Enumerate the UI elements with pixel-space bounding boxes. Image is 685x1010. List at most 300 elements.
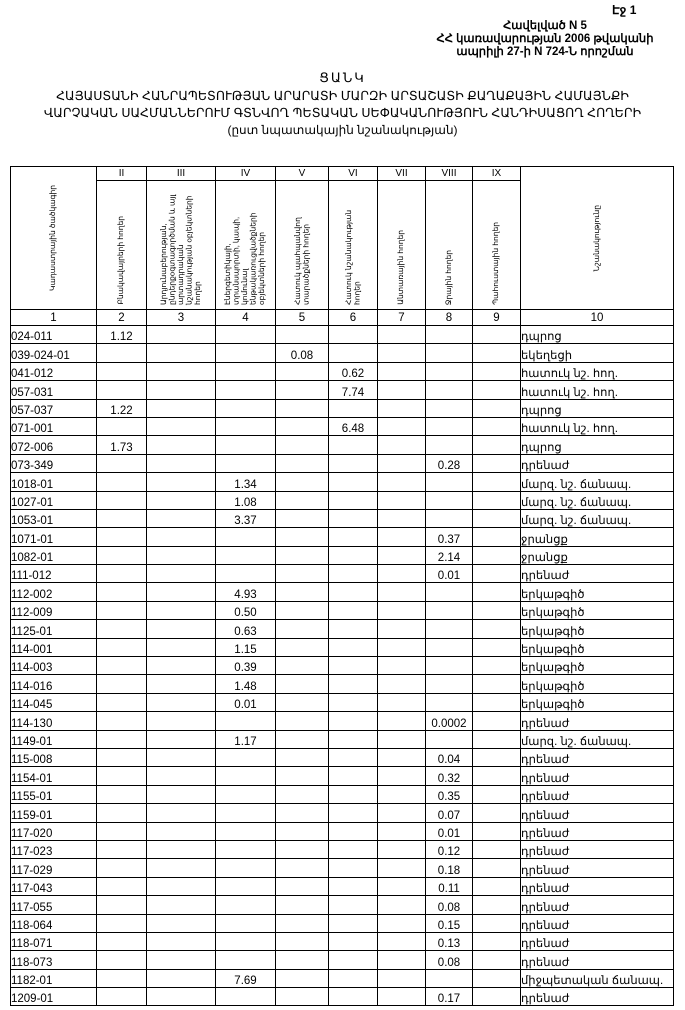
special-purpose-land-cell [329, 988, 378, 1006]
settlement-land-cell [97, 896, 147, 914]
annex-line-2: ՀՀ կառավարության 2006 թվականի [436, 33, 654, 45]
water-land-cell [426, 381, 473, 399]
industrial-land-cell [147, 748, 216, 766]
settlement-land-cell [97, 620, 147, 638]
industrial-land-cell [147, 932, 216, 950]
water-land-cell: 0.08 [426, 951, 473, 969]
infrastructure-land-cell: 0.63 [216, 620, 276, 638]
reserve-land-cell [473, 877, 521, 895]
industrial-land-cell [147, 877, 216, 895]
special-purpose-land-cell [329, 657, 378, 675]
protected-area-land-cell [276, 491, 329, 509]
water-land-cell: 0.07 [426, 804, 473, 822]
column-number: 1 [11, 310, 97, 326]
water-land-cell: 0.11 [426, 877, 473, 895]
cadastral-code-cell: 071-001 [11, 417, 97, 435]
reserve-land-cell [473, 620, 521, 638]
special-purpose-land-cell [329, 399, 378, 417]
settlement-land-cell [97, 344, 147, 362]
forest-land-cell [378, 509, 426, 527]
protected-area-land-cell [276, 932, 329, 950]
settlement-land-cell [97, 509, 147, 527]
table-row [11, 436, 674, 454]
column-number: 7 [378, 310, 426, 326]
reserve-land-cell [473, 326, 521, 344]
reserve-land-cell [473, 362, 521, 380]
purpose-cell: դրենաժ [521, 914, 674, 932]
infrastructure-land-cell [216, 565, 276, 583]
settlement-land-cell [97, 417, 147, 435]
settlement-land-cell [97, 748, 147, 766]
roman-cell: IX [473, 167, 521, 181]
purpose-cell: երկաթգիծ [521, 583, 674, 601]
special-purpose-land-cell [329, 804, 378, 822]
roman-cell: III [147, 167, 216, 181]
header-cell-6: Հատուկ նշանակության հողեր [329, 181, 378, 310]
settlement-land-cell [97, 362, 147, 380]
reserve-land-cell [473, 730, 521, 748]
reserve-land-cell [473, 454, 521, 472]
table-row [11, 693, 674, 711]
industrial-land-cell [147, 896, 216, 914]
special-purpose-land-cell [329, 840, 378, 858]
cadastral-code-cell: 118-071 [11, 932, 97, 950]
forest-land-cell [378, 638, 426, 656]
purpose-cell: հատուկ նշ. հող. [521, 417, 674, 435]
water-land-cell [426, 620, 473, 638]
settlement-land-cell [97, 914, 147, 932]
water-land-cell [426, 473, 473, 491]
cadastral-code-cell: 112-002 [11, 583, 97, 601]
water-land-cell: 0.28 [426, 454, 473, 472]
forest-land-cell [378, 528, 426, 546]
reserve-land-cell [473, 473, 521, 491]
settlement-land-cell: 1.73 [97, 436, 147, 454]
annex-reference [420, 20, 670, 59]
cadastral-code-cell: 1018-01 [11, 473, 97, 491]
table-row [11, 454, 674, 472]
reserve-land-cell [473, 969, 521, 987]
special-purpose-land-cell [329, 565, 378, 583]
cadastral-code-cell: 1027-01 [11, 491, 97, 509]
cadastral-code-cell: 1071-01 [11, 528, 97, 546]
infrastructure-land-cell [216, 344, 276, 362]
special-purpose-land-cell: 6.48 [329, 417, 378, 435]
protected-area-land-cell [276, 748, 329, 766]
settlement-land-cell [97, 712, 147, 730]
settlement-land-cell [97, 951, 147, 969]
water-land-cell [426, 675, 473, 693]
special-purpose-land-cell [329, 730, 378, 748]
protected-area-land-cell [276, 730, 329, 748]
industrial-land-cell [147, 399, 216, 417]
table-row [11, 822, 674, 840]
forest-land-cell [378, 583, 426, 601]
special-purpose-land-cell [329, 932, 378, 950]
settlement-land-cell [97, 638, 147, 656]
protected-area-land-cell [276, 859, 329, 877]
infrastructure-land-cell [216, 951, 276, 969]
forest-land-cell [378, 326, 426, 344]
forest-land-cell [378, 491, 426, 509]
forest-land-cell [378, 822, 426, 840]
infrastructure-land-cell [216, 932, 276, 950]
table-row [11, 344, 674, 362]
infrastructure-land-cell: 7.69 [216, 969, 276, 987]
infrastructure-land-cell [216, 326, 276, 344]
purpose-cell: դրենաժ [521, 840, 674, 858]
forest-land-cell [378, 436, 426, 454]
header-cell-10: Նշանակությունը [521, 167, 674, 310]
industrial-land-cell [147, 601, 216, 619]
water-land-cell [426, 657, 473, 675]
special-purpose-land-cell [329, 877, 378, 895]
forest-land-cell [378, 454, 426, 472]
header-cell-3: Արդյունաբերության, ընդերքօգտագործման և այլ արտադրական նշանակության օբյեկտների հողեր [147, 181, 216, 310]
infrastructure-land-cell [216, 822, 276, 840]
settlement-land-cell: 1.22 [97, 399, 147, 417]
protected-area-land-cell [276, 896, 329, 914]
settlement-land-cell [97, 804, 147, 822]
cadastral-code-cell: 1159-01 [11, 804, 97, 822]
water-land-cell: 0.0002 [426, 712, 473, 730]
reserve-land-cell [473, 601, 521, 619]
cadastral-code-cell: 115-008 [11, 748, 97, 766]
protected-area-land-cell [276, 712, 329, 730]
infrastructure-land-cell [216, 436, 276, 454]
protected-area-land-cell [276, 767, 329, 785]
industrial-land-cell [147, 785, 216, 803]
table-row [11, 675, 674, 693]
industrial-land-cell [147, 859, 216, 877]
protected-area-land-cell [276, 657, 329, 675]
purpose-cell: դրենաժ [521, 896, 674, 914]
water-land-cell: 2.14 [426, 546, 473, 564]
settlement-land-cell [97, 657, 147, 675]
infrastructure-land-cell [216, 454, 276, 472]
water-land-cell [426, 601, 473, 619]
special-purpose-land-cell [329, 344, 378, 362]
infrastructure-land-cell [216, 785, 276, 803]
reserve-land-cell [473, 565, 521, 583]
forest-land-cell [378, 969, 426, 987]
water-land-cell: 0.01 [426, 822, 473, 840]
header-cell-7: Անտառային հողեր [378, 181, 426, 310]
purpose-cell: ջրանցք [521, 546, 674, 564]
settlement-land-cell [97, 381, 147, 399]
purpose-cell: դրենաժ [521, 712, 674, 730]
special-purpose-land-cell [329, 859, 378, 877]
protected-area-land-cell [276, 583, 329, 601]
cadastral-code-cell: 117-023 [11, 840, 97, 858]
cadastral-code-cell: 111-012 [11, 565, 97, 583]
reserve-land-cell [473, 767, 521, 785]
industrial-land-cell [147, 657, 216, 675]
purpose-cell: մարզ. նշ. ճանապ. [521, 473, 674, 491]
protected-area-land-cell [276, 840, 329, 858]
forest-land-cell [378, 785, 426, 803]
reserve-land-cell [473, 785, 521, 803]
industrial-land-cell [147, 546, 216, 564]
special-purpose-land-cell [329, 583, 378, 601]
settlement-land-cell: 1.12 [97, 326, 147, 344]
reserve-land-cell [473, 896, 521, 914]
purpose-cell: մարզ. նշ. ճանապ. [521, 509, 674, 527]
reserve-land-cell [473, 914, 521, 932]
table-row [11, 914, 674, 932]
settlement-land-cell [97, 528, 147, 546]
water-land-cell: 0.17 [426, 988, 473, 1006]
table-row [11, 326, 674, 344]
cadastral-code-cell: 1149-01 [11, 730, 97, 748]
header-cell-2: Բնակավայրերի հողեր [97, 181, 147, 310]
protected-area-land-cell [276, 509, 329, 527]
purpose-cell: դրենաժ [521, 859, 674, 877]
table-row [11, 417, 674, 435]
subtitle-line-2: ՎԱՐՉԱԿԱՆ ՍԱՀՄԱՆՆԵՐՈՒՄ ԳՏՆՎՈՂ ՊԵՏԱԿԱՆ ՍԵՓԱԿԱՆՈՒԹՅՈՒՆ ՀԱՆԴԻՍԱՑՈՂ ՀՈՂԵՐԻ [43, 106, 642, 120]
roman-cell: V [276, 167, 329, 181]
table-row [11, 399, 674, 417]
purpose-cell: հատուկ նշ. հող. [521, 381, 674, 399]
protected-area-land-cell [276, 877, 329, 895]
cadastral-code-cell: 114-003 [11, 657, 97, 675]
table-row [11, 730, 674, 748]
forest-land-cell [378, 473, 426, 491]
water-land-cell [426, 969, 473, 987]
purpose-cell: ջրանցք [521, 528, 674, 546]
special-purpose-land-cell [329, 785, 378, 803]
cadastral-code-cell: 1182-01 [11, 969, 97, 987]
industrial-land-cell [147, 730, 216, 748]
settlement-land-cell [97, 454, 147, 472]
water-land-cell [426, 509, 473, 527]
water-land-cell: 0.01 [426, 565, 473, 583]
industrial-land-cell [147, 822, 216, 840]
reserve-land-cell [473, 583, 521, 601]
industrial-land-cell [147, 326, 216, 344]
purpose-cell: դրենաժ [521, 822, 674, 840]
infrastructure-land-cell [216, 748, 276, 766]
column-number: 3 [147, 310, 216, 326]
table-row [11, 583, 674, 601]
table-row [11, 951, 674, 969]
reserve-land-cell [473, 638, 521, 656]
water-land-cell: 0.37 [426, 528, 473, 546]
forest-land-cell [378, 988, 426, 1006]
industrial-land-cell [147, 988, 216, 1006]
forest-land-cell [378, 417, 426, 435]
page-number: Էջ 1 [612, 3, 637, 17]
protected-area-land-cell [276, 804, 329, 822]
protected-area-land-cell [276, 822, 329, 840]
infrastructure-land-cell: 0.39 [216, 657, 276, 675]
protected-area-land-cell [276, 528, 329, 546]
reserve-land-cell [473, 657, 521, 675]
water-land-cell: 0.04 [426, 748, 473, 766]
table-row [11, 546, 674, 564]
forest-land-cell [378, 767, 426, 785]
industrial-land-cell [147, 417, 216, 435]
forest-land-cell [378, 932, 426, 950]
industrial-land-cell [147, 491, 216, 509]
water-land-cell: 0.32 [426, 767, 473, 785]
water-land-cell [426, 693, 473, 711]
reserve-land-cell [473, 509, 521, 527]
industrial-land-cell [147, 767, 216, 785]
forest-land-cell [378, 565, 426, 583]
industrial-land-cell [147, 344, 216, 362]
special-purpose-land-cell [329, 454, 378, 472]
cadastral-code-cell: 112-009 [11, 601, 97, 619]
purpose-cell: դրենաժ [521, 454, 674, 472]
table-row [11, 362, 674, 380]
special-purpose-land-cell [329, 638, 378, 656]
special-purpose-land-cell [329, 436, 378, 454]
water-land-cell: 0.12 [426, 840, 473, 858]
water-land-cell: 0.08 [426, 896, 473, 914]
purpose-cell: դրենաժ [521, 877, 674, 895]
purpose-cell: երկաթգիծ [521, 675, 674, 693]
purpose-cell: երկաթգիծ [521, 620, 674, 638]
protected-area-land-cell [276, 454, 329, 472]
infrastructure-land-cell [216, 859, 276, 877]
settlement-land-cell [97, 601, 147, 619]
column-number: 6 [329, 310, 378, 326]
document-title: ՑԱՆԿ [319, 70, 366, 85]
special-purpose-land-cell [329, 822, 378, 840]
infrastructure-land-cell: 0.50 [216, 601, 276, 619]
roman-cell: IV [216, 167, 276, 181]
purpose-cell: դրենաժ [521, 988, 674, 1006]
infrastructure-land-cell [216, 399, 276, 417]
table-row [11, 528, 674, 546]
table-row [11, 712, 674, 730]
cadastral-code-cell: 114-130 [11, 712, 97, 730]
protected-area-land-cell: 0.08 [276, 344, 329, 362]
water-land-cell: 0.18 [426, 859, 473, 877]
forest-land-cell [378, 344, 426, 362]
infrastructure-land-cell [216, 914, 276, 932]
water-land-cell: 0.13 [426, 932, 473, 950]
special-purpose-land-cell [329, 620, 378, 638]
reserve-land-cell [473, 748, 521, 766]
cadastral-code-cell: 114-045 [11, 693, 97, 711]
settlement-land-cell [97, 473, 147, 491]
table-row [11, 767, 674, 785]
infrastructure-land-cell [216, 381, 276, 399]
infrastructure-land-cell: 1.08 [216, 491, 276, 509]
forest-land-cell [378, 896, 426, 914]
protected-area-land-cell [276, 988, 329, 1006]
industrial-land-cell [147, 362, 216, 380]
forest-land-cell [378, 399, 426, 417]
protected-area-land-cell [276, 362, 329, 380]
reserve-land-cell [473, 693, 521, 711]
settlement-land-cell [97, 822, 147, 840]
forest-land-cell [378, 748, 426, 766]
water-land-cell [426, 417, 473, 435]
infrastructure-land-cell: 1.34 [216, 473, 276, 491]
purpose-cell: մարզ. նշ. ճանապ. [521, 730, 674, 748]
purpose-cell: դպրոց [521, 436, 674, 454]
header-cell-8: Ջրային հողեր [426, 181, 473, 310]
purpose-cell: դրենաժ [521, 804, 674, 822]
table-row [11, 859, 674, 877]
protected-area-land-cell [276, 785, 329, 803]
header-cell-1: Կադաստրային ծածկագիր [11, 167, 97, 310]
water-land-cell [426, 399, 473, 417]
column-number: 10 [521, 310, 674, 326]
reserve-land-cell [473, 528, 521, 546]
special-purpose-land-cell [329, 767, 378, 785]
cadastral-code-cell: 117-055 [11, 896, 97, 914]
forest-land-cell [378, 546, 426, 564]
table-row [11, 840, 674, 858]
protected-area-land-cell [276, 326, 329, 344]
table-row [11, 381, 674, 399]
roman-cell: II [97, 167, 147, 181]
purpose-cell: երկաթգիծ [521, 657, 674, 675]
cadastral-code-cell: 1209-01 [11, 988, 97, 1006]
water-land-cell [426, 638, 473, 656]
infrastructure-land-cell [216, 896, 276, 914]
table-row [11, 509, 674, 527]
forest-land-cell [378, 914, 426, 932]
reserve-land-cell [473, 436, 521, 454]
purpose-cell: երկաթգիծ [521, 693, 674, 711]
forest-land-cell [378, 859, 426, 877]
protected-area-land-cell [276, 417, 329, 435]
table-row [11, 620, 674, 638]
infrastructure-land-cell [216, 417, 276, 435]
purpose-cell: դրենաժ [521, 565, 674, 583]
purpose-cell: դպրոց [521, 399, 674, 417]
infrastructure-land-cell [216, 546, 276, 564]
cadastral-code-cell: 057-037 [11, 399, 97, 417]
header-cell-9: Պահուստային հողեր [473, 181, 521, 310]
special-purpose-land-cell [329, 509, 378, 527]
settlement-land-cell [97, 932, 147, 950]
column-number-row [11, 310, 674, 326]
table-row [11, 657, 674, 675]
protected-area-land-cell [276, 951, 329, 969]
forest-land-cell [378, 362, 426, 380]
table-row [11, 969, 674, 987]
water-land-cell [426, 362, 473, 380]
roman-cell: VIII [426, 167, 473, 181]
table-row [11, 877, 674, 895]
reserve-land-cell [473, 344, 521, 362]
annex-line-1: Հավելված N 5 [503, 20, 587, 32]
settlement-land-cell [97, 491, 147, 509]
protected-area-land-cell [276, 546, 329, 564]
special-purpose-land-cell [329, 951, 378, 969]
purpose-cell: միջպետական ճանապ. [521, 969, 674, 987]
cadastral-code-cell: 117-029 [11, 859, 97, 877]
settlement-land-cell [97, 546, 147, 564]
industrial-land-cell [147, 436, 216, 454]
purpose-cell: դրենաժ [521, 951, 674, 969]
infrastructure-land-cell [216, 528, 276, 546]
cadastral-code-cell: 117-020 [11, 822, 97, 840]
water-land-cell [426, 491, 473, 509]
forest-land-cell [378, 951, 426, 969]
purpose-cell: եկեղեցի [521, 344, 674, 362]
protected-area-land-cell [276, 565, 329, 583]
water-land-cell [426, 436, 473, 454]
industrial-land-cell [147, 473, 216, 491]
special-purpose-land-cell [329, 748, 378, 766]
